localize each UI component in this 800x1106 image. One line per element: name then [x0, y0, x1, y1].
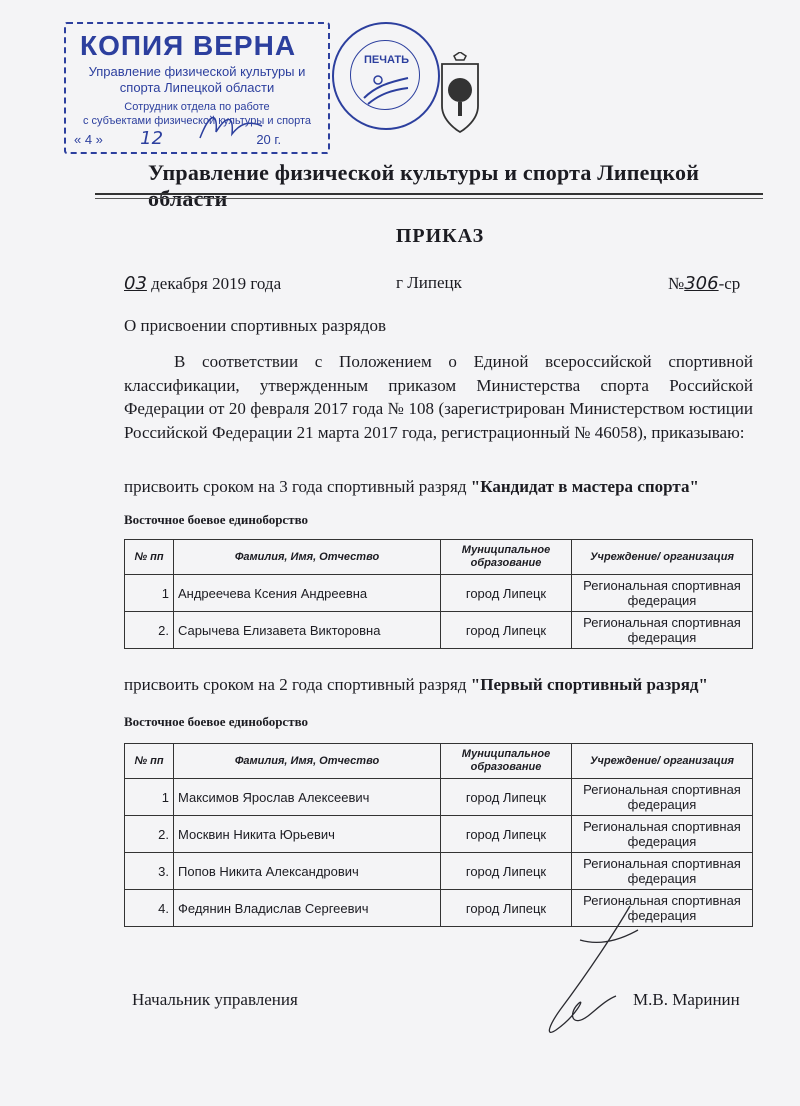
order-date-month-year: декабря 2019 года — [151, 274, 282, 293]
table-row — [125, 890, 753, 927]
col-name-header: Фамилия, Имя, Отчество — [174, 744, 441, 779]
row-organization: Региональная спортивная федерация — [572, 853, 753, 890]
round-seal — [332, 22, 440, 130]
col-municipality-header: Муниципальное образование — [441, 744, 572, 779]
row-name: Сарычева Елизавета Викторовна — [174, 612, 441, 649]
row-num: 1 — [125, 575, 174, 612]
coat-of-arms-icon — [436, 52, 484, 136]
row-name: Федянин Владислав Сергеевич — [174, 890, 441, 927]
section2-rank: "Первый спортивный разряд" — [470, 675, 708, 694]
row-organization: Региональная спортивная федерация — [572, 575, 753, 612]
preamble-paragraph — [124, 350, 753, 444]
row-municipality: город Липецк — [441, 853, 572, 890]
signatory-position: Начальник управления — [132, 990, 298, 1009]
row-municipality: город Липецк — [441, 816, 572, 853]
table-row — [125, 575, 753, 612]
section1-sport: Восточное боевое единоборство — [124, 512, 309, 527]
section2-sport: Восточное боевое единоборство — [124, 714, 309, 729]
table-row — [125, 853, 753, 890]
order-date-day: 03 — [124, 273, 147, 294]
header-rule — [95, 193, 763, 195]
order-number-suffix: -ср — [718, 274, 741, 293]
section1-table — [124, 539, 753, 649]
row-municipality: город Липецк — [441, 612, 572, 649]
stamp-line-3: Сотрудник отдела по работе — [124, 101, 270, 113]
section1-rank: "Кандидат в мастера спорта" — [470, 477, 699, 496]
signatory-name: М.В. Маринин — [633, 990, 740, 1009]
stamp-date-day: « 4 » — [74, 132, 103, 147]
order-subject: О присвоении спортивных разрядов — [124, 316, 386, 335]
row-num: 3. — [125, 853, 174, 890]
section1-assign-text: присвоить сроком на 3 года спортивный разряд — [124, 477, 471, 496]
col-municipality-header: Муниципальное образование — [441, 540, 572, 575]
col-num-header: № пп — [125, 744, 174, 779]
document-type-title: ПРИКАЗ — [395, 225, 485, 247]
order-place: г Липецк — [396, 273, 462, 292]
copy-stamp — [64, 22, 330, 154]
table-row — [125, 816, 753, 853]
row-organization: Региональная спортивная федерация — [572, 779, 753, 816]
row-organization: Региональная спортивная федерация — [572, 816, 753, 853]
stamp-line-1: Управление физической культуры и — [88, 64, 306, 79]
table-header-row — [125, 744, 753, 779]
table-header-row — [125, 540, 753, 575]
row-name: Попов Никита Александрович — [174, 853, 441, 890]
organization-name: Управление физической культуры и спорта Липецкой области — [148, 160, 700, 211]
table-row — [125, 612, 753, 649]
order-number-value: 306 — [684, 273, 719, 294]
order-number-prefix: № — [668, 274, 685, 293]
row-num: 2. — [125, 612, 174, 649]
section2-assignment — [124, 675, 708, 695]
seal-label: ПЕЧАТЬ — [364, 54, 409, 66]
stamp-title: КОПИЯ ВЕРНА — [80, 30, 297, 61]
order-number — [668, 273, 740, 294]
col-num-header: № пп — [125, 540, 174, 575]
row-num: 2. — [125, 816, 174, 853]
stamp-date-year: 20 г. — [256, 132, 282, 147]
table-row — [125, 779, 753, 816]
stamp-line-4: с субъектами физической культуры и спорта — [82, 115, 312, 127]
preamble-text: В соответствии с Положением о Единой всероссийской спортивной классификации, утвержденным приказом Министерства спорта Российской Федерации от 20 февраля 2017 года № 108 (зарегистрирован Министерством юстиции Российской Федерации 21 марта 2017 года, регистрационный № 46058), приказываю: — [124, 352, 753, 442]
row-name: Андреечева Ксения Андреевна — [174, 575, 441, 612]
row-municipality: город Липецк — [441, 779, 572, 816]
row-num: 4. — [125, 890, 174, 927]
seal-emblem-icon — [360, 68, 412, 108]
header-rule-thin — [95, 198, 763, 199]
handwritten-signature-icon — [520, 900, 650, 1050]
col-name-header: Фамилия, Имя, Отчество — [174, 540, 441, 575]
stamp-date-month: 12 — [140, 128, 164, 149]
section1-assignment — [124, 477, 699, 497]
order-date — [124, 273, 281, 294]
row-organization: Региональная спортивная федерация — [572, 890, 753, 927]
stamp-signature-icon — [196, 108, 266, 148]
stamp-line-2: спорта Липецкой области — [119, 80, 275, 95]
row-num: 1 — [125, 779, 174, 816]
section2-assign-text: присвоить сроком на 2 года спортивный разряд — [124, 675, 471, 694]
col-organization-header: Учреждение/ организация — [572, 540, 753, 575]
col-organization-header: Учреждение/ организация — [572, 744, 753, 779]
row-municipality: город Липецк — [441, 890, 572, 927]
row-name: Максимов Ярослав Алексеевич — [174, 779, 441, 816]
row-organization: Региональная спортивная федерация — [572, 612, 753, 649]
section2-table — [124, 743, 753, 927]
row-municipality: город Липецк — [441, 575, 572, 612]
row-name: Москвин Никита Юрьевич — [174, 816, 441, 853]
